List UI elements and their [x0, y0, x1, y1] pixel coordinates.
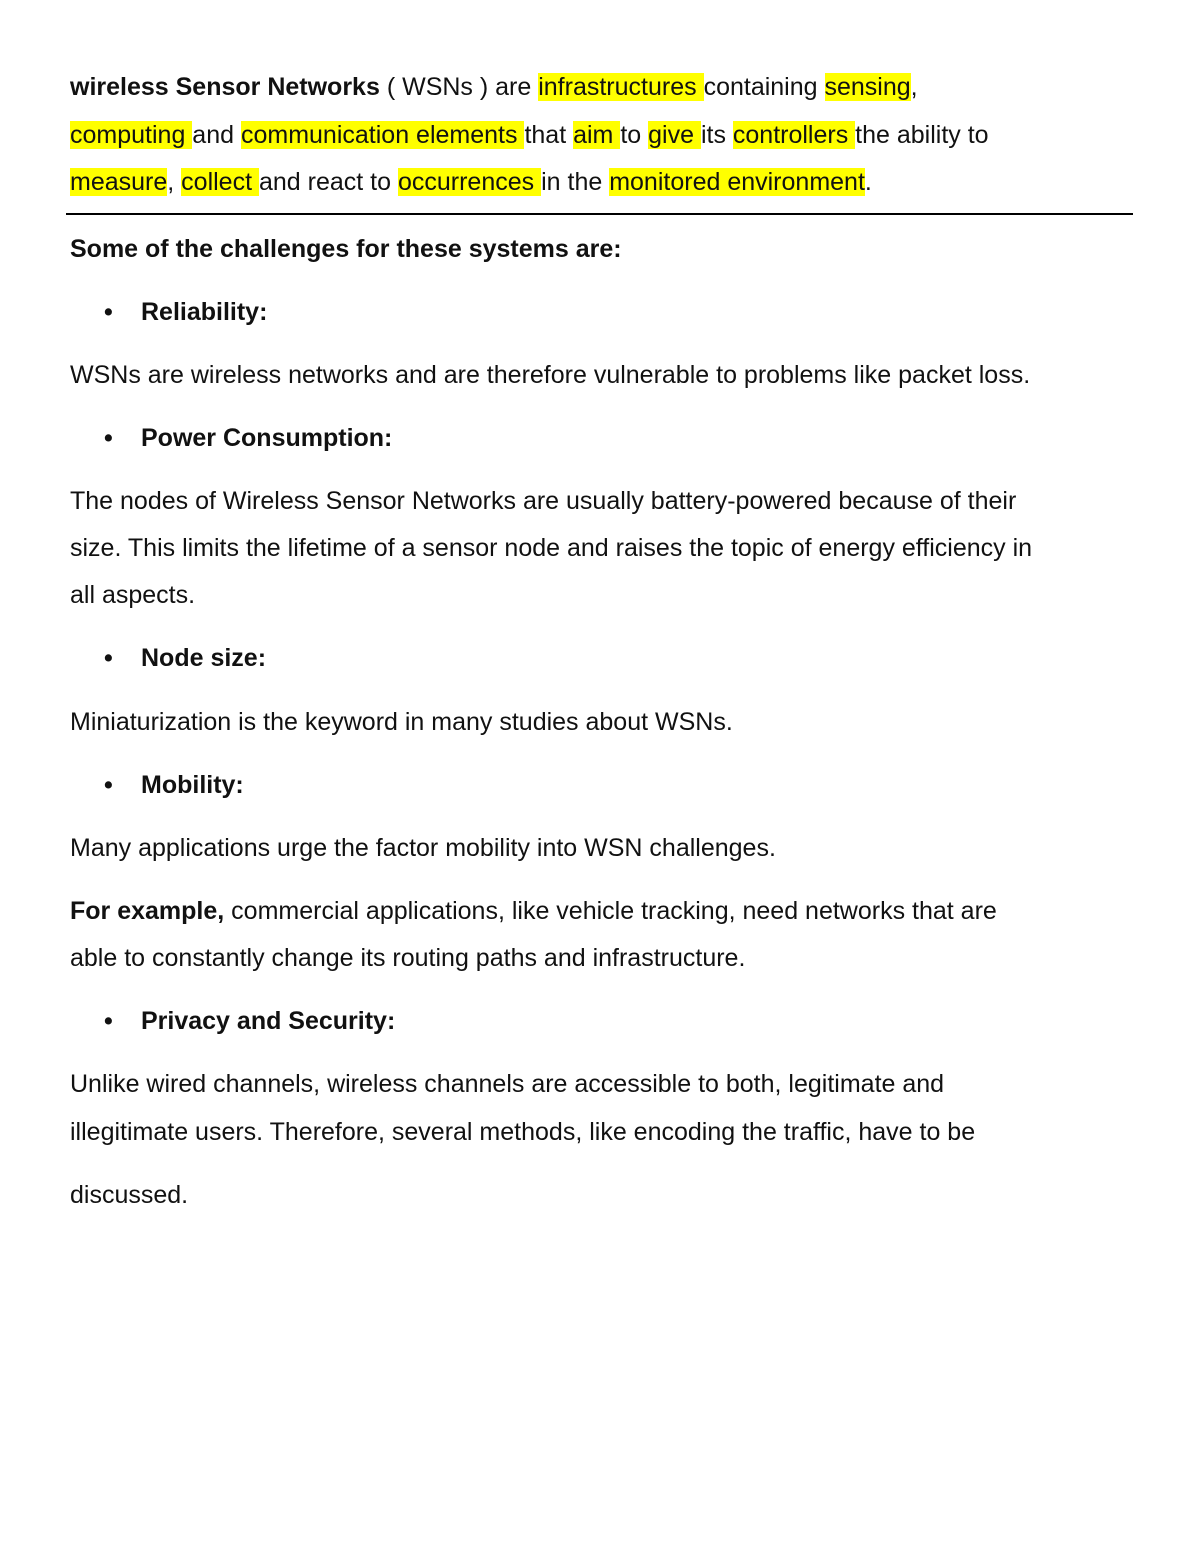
bullet-icon: • [104, 298, 113, 326]
intro-text: ( WSNs ) are [379, 73, 539, 101]
highlight: monitored environment [609, 168, 865, 196]
body-line: WSNs are wireless networks and are therefore vulnerable to problems like packet loss. [70, 361, 1031, 389]
intro-text: , [167, 168, 182, 196]
highlight: controllers [732, 121, 856, 149]
intro-line-3 [70, 167, 872, 197]
intro-text: its [700, 121, 733, 149]
intro-term: wireless Sensor Networks [70, 73, 380, 101]
intro-text: and [192, 121, 241, 149]
intro-line-1 [70, 72, 918, 102]
intro-line-2 [70, 120, 989, 150]
body-line: Unlike wired channels, wireless channels are accessible to both, legitimate and [70, 1070, 945, 1098]
highlight: give [648, 121, 701, 149]
highlight: aim [573, 121, 621, 149]
intro-text: and react to [258, 168, 398, 196]
bullet-icon: • [104, 424, 113, 452]
example-line-2: able to constantly change its routing paths and infrastructure. [70, 944, 746, 972]
highlight: measure [70, 168, 168, 196]
section-title: Mobility: [141, 771, 244, 799]
example-text: commercial applications, like vehicle tracking, need networks that are [224, 897, 997, 925]
highlight: sensing [824, 73, 911, 101]
body-line: Miniaturization is the keyword in many studies about WSNs. [70, 708, 733, 736]
bullet-icon: • [104, 644, 113, 672]
body-line: Many applications urge the factor mobility into WSN challenges. [70, 834, 776, 862]
body-line: size. This limits the lifetime of a sensor node and raises the topic of energy efficiency in [70, 534, 1033, 562]
horizontal-rule [66, 213, 1133, 215]
highlight: collect [181, 168, 259, 196]
section-title: Reliability: [141, 298, 268, 326]
section-title: Node size: [141, 644, 267, 672]
bullet-mobility [104, 770, 244, 800]
challenges-heading: Some of the challenges for these systems are: [70, 235, 622, 263]
bullet-reliability [104, 297, 267, 327]
example-label: For example, [70, 897, 225, 925]
bullet-privacy-security [104, 1006, 395, 1036]
intro-text: containing [703, 73, 825, 101]
bullet-icon: • [104, 771, 113, 799]
body-line: The nodes of Wireless Sensor Networks are usually battery-powered because of their [70, 487, 1017, 515]
body-line: all aspects. [70, 581, 196, 609]
bullet-icon: • [104, 1007, 113, 1035]
intro-text: the ability to [855, 121, 989, 149]
bullet-node-size [104, 643, 266, 673]
highlight: communication elements [240, 121, 525, 149]
intro-text: to [620, 121, 649, 149]
intro-text: , [910, 73, 918, 101]
intro-text: . [864, 168, 872, 196]
example-line-1 [70, 896, 997, 926]
body-line: illegitimate users. Therefore, several methods, like encoding the traffic, have to be [70, 1118, 976, 1146]
intro-text: in the [541, 168, 610, 196]
highlight: computing [70, 121, 193, 149]
highlight: infrastructures [538, 73, 704, 101]
body-line: discussed. [70, 1181, 189, 1209]
highlight: occurrences [397, 168, 542, 196]
bullet-power-consumption [104, 423, 392, 453]
section-title: Power Consumption: [141, 424, 393, 452]
intro-text: that [524, 121, 574, 149]
section-title: Privacy and Security: [141, 1007, 396, 1035]
